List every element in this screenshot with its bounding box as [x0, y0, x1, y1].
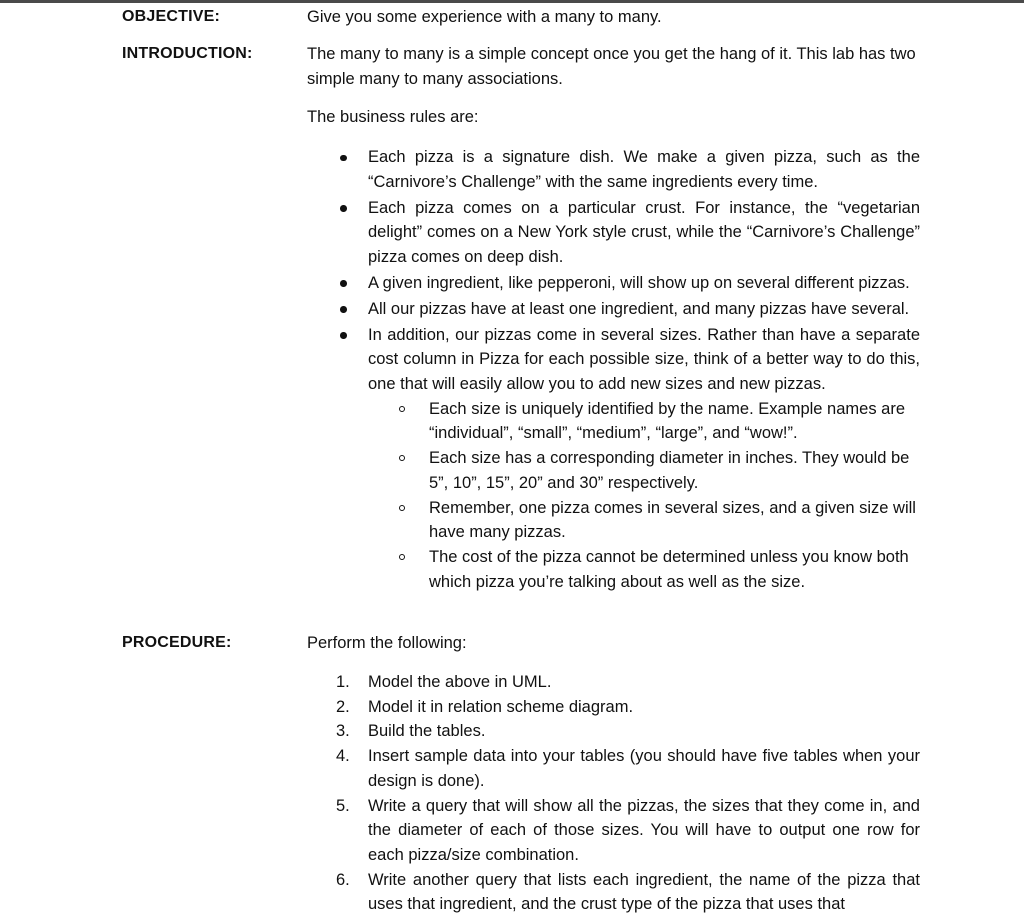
- rule-item: [307, 323, 920, 595]
- step-number: 3.: [336, 722, 350, 741]
- step-item: [307, 868, 920, 917]
- rule-text: All our pizzas have at least one ingredient, and many pizzas have several.: [368, 299, 910, 318]
- rule-text: Each pizza is a signature dish. We make a given pizza, such as the “Carnivore’s Challenge” with the same ingredients every time.: [368, 148, 920, 191]
- step-item: [307, 744, 920, 793]
- step-item: [307, 670, 920, 695]
- step-number: 6.: [336, 870, 350, 889]
- step-item: [307, 719, 920, 744]
- size-rule-text: The cost of the pizza cannot be determined unless you know both which pizza you’re talking about as well as the size.: [429, 548, 909, 591]
- procedure-label: PROCEDURE:: [122, 634, 232, 651]
- bullet-icon: [340, 306, 347, 313]
- size-rule-item: [368, 545, 920, 594]
- bullet-icon: [340, 280, 347, 287]
- size-rule-text: Each size is uniquely identified by the name. Example names are “individual”, “small”, “medium”, “large”, and “wow!”.: [429, 399, 906, 443]
- step-text: Write another query that lists each ingredient, the name of the pizza that uses that ingredient, and the crust type of the pizza that uses that: [368, 870, 920, 914]
- procedure-intro-block: [307, 631, 920, 656]
- introduction-label: INTRODUCTION:: [122, 45, 253, 62]
- step-text: Insert sample data into your tables (you should have five tables when your design is done).: [368, 747, 920, 790]
- size-rule-item: [368, 397, 920, 446]
- step-number: 1.: [336, 673, 350, 691]
- hollow-bullet-icon: [399, 455, 405, 461]
- bullet-icon: [340, 205, 347, 212]
- size-rule-text: Each size has a corresponding diameter in inches. They would be 5”, 10”, 15”, 20” and 30” respectively.: [429, 449, 910, 492]
- size-rules-list: [368, 397, 920, 595]
- rules-heading-block: [307, 105, 920, 130]
- step-text: Write a query that will show all the pizzas, the sizes that they come in, and the diameter of each of those sizes. You will have to output one row for each pizza/size combination.: [368, 796, 920, 864]
- hollow-bullet-icon: [399, 406, 405, 412]
- step-number: 2.: [336, 697, 350, 716]
- step-item: [307, 794, 920, 868]
- procedure-intro: Perform the following:: [307, 634, 467, 652]
- hollow-bullet-icon: [399, 554, 405, 560]
- business-rules-list: [307, 145, 920, 596]
- rule-item: [307, 196, 920, 270]
- objective-label: OBJECTIVE:: [122, 8, 221, 25]
- objective-text: [307, 5, 920, 30]
- introduction-paragraph: The many to many is a simple concept once you get the hang of it. This lab has two simple many to many associations.: [307, 45, 916, 88]
- size-rule-text: Remember, one pizza comes in several sizes, and a given size will have many pizzas.: [429, 498, 916, 542]
- step-text: Model the above in UML.: [368, 673, 552, 691]
- rule-item: [307, 271, 920, 296]
- introduction-text: [307, 42, 920, 91]
- step-text: Build the tables.: [368, 722, 486, 741]
- size-rule-item: [368, 496, 920, 545]
- bullet-icon: [340, 155, 347, 162]
- bullet-icon: [340, 332, 347, 339]
- step-text: Model it in relation scheme diagram.: [368, 697, 634, 716]
- procedure-steps-list: [307, 670, 920, 917]
- rule-item: [307, 145, 920, 194]
- rules-heading: The business rules are:: [307, 108, 479, 126]
- rule-text: Each pizza comes on a particular crust. For instance, the “vegetarian delight” comes on a New York style crust, while the “Carnivore’s Challenge” pizza comes on deep dish.: [368, 198, 920, 266]
- step-number: 5.: [336, 796, 350, 815]
- rule-text: In addition, our pizzas come in several sizes. Rather than have a separate cost column in Pizza for each possible size, think of a better way to do this, one that will easily allow you to add new sizes and new pizzas.: [368, 325, 920, 394]
- step-item: [307, 695, 920, 720]
- size-rule-item: [368, 446, 920, 495]
- objective-paragraph: Give you some experience with a many to many.: [307, 8, 662, 26]
- rule-item: [307, 297, 920, 322]
- step-number: 4.: [336, 747, 350, 766]
- rule-text: A given ingredient, like pepperoni, will show up on several different pizzas.: [368, 273, 910, 292]
- hollow-bullet-icon: [399, 505, 405, 511]
